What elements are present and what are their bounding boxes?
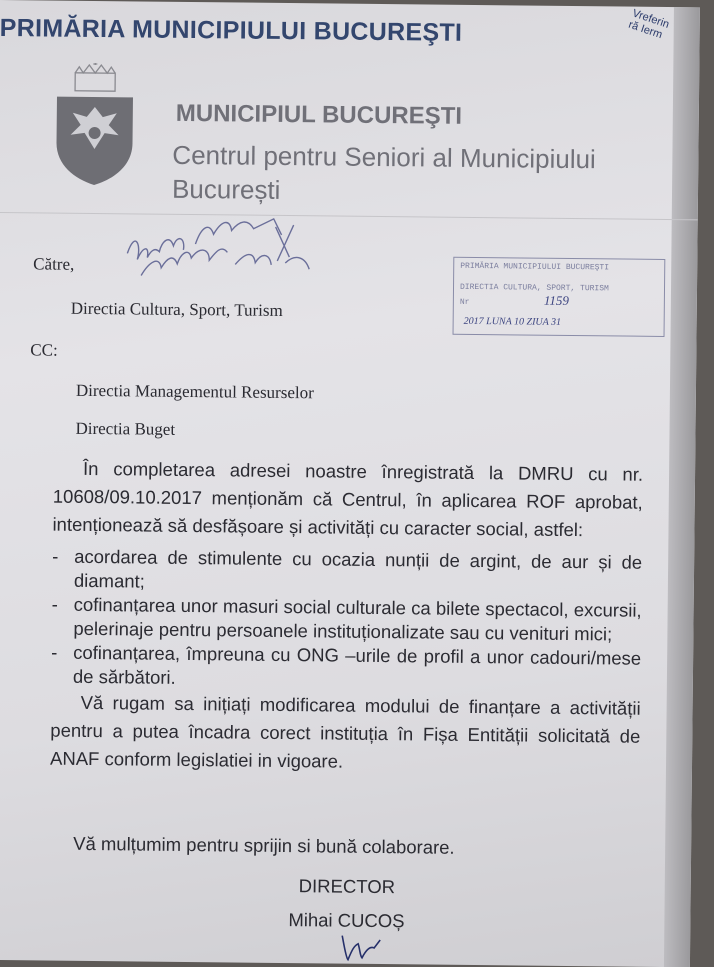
thanks-line: Vă mulțumim pentru sprijin si bună colaborare. [73,832,455,858]
request-paragraph: Vă rugam sa inițiați modificarea modului de finanțare a activității pentru a putea încadra corect instituția în Fișa Entității solicitată de ANAF conform legislatiei in vigoare. [49,691,641,772]
institution-header-bar: PRIMĂRIA MUNICIPIULUI BUCUREŞTI [0,13,463,47]
cc-label: CC: [30,340,58,360]
activities-list [51,545,642,695]
list-item: - cofinanțarea, împreuna cu ONG –urile de profil a unor cadouri/mese de sărbători. [51,641,641,695]
cc-addressee: Directia Managementul Resurselor [75,380,314,403]
handwritten-annotation [125,213,326,289]
signatory-name: Mihai CUCOȘ [288,909,405,932]
intro-paragraph: În completarea adresei noastre înregistrată la DMRU cu nr. 10608/09.10.2017 menționăm că Centrul, în aplicarea ROF aprobat, intenționează să desfășoare și activități cu caracter social, astfel: [52,457,644,541]
coat-of-arms-icon [52,63,137,192]
letter-body [50,455,643,779]
signature [338,932,408,965]
header-divider [0,212,698,220]
registration-stamp [453,257,666,337]
list-item: - acordarea de stimulente cu ocazia nunții de argint, de aur și de diamant; [52,545,642,599]
stamp-date: 2017 LUNA 10 ZIUA 31 [463,315,562,328]
stamp-line: PRIMĂRIA MUNICIPIULUI BUCUREŞTI [460,261,610,273]
to-label: Către, [33,254,75,274]
signatory-role: DIRECTOR [298,875,396,898]
stamp-line: DIRECTIA CULTURA, SPORT, TURISM [459,282,609,294]
cc-addressee: Directia Buget [75,418,176,439]
page-edge [664,7,700,967]
handwritten-corner-note [627,7,671,42]
to-addressee: Directia Cultura, Sport, Turism [70,298,283,320]
corner-note-text: Vreferin ră Ierm [626,7,671,42]
stamp-nr-label: Nr [459,297,470,307]
municipality-title: MUNICIPIUL BUCUREŞTI [175,99,463,130]
list-item: - cofinanțarea unor masuri social culturale ca bilete spectacol, excursii, pelerinaje pentru persoanele instituționalizate sau cu venituri mici; [51,593,641,647]
stamp-number: 1159 [543,292,570,308]
institution-subtitle: Centrul pentru Seniori al Municipiului București [171,139,596,205]
